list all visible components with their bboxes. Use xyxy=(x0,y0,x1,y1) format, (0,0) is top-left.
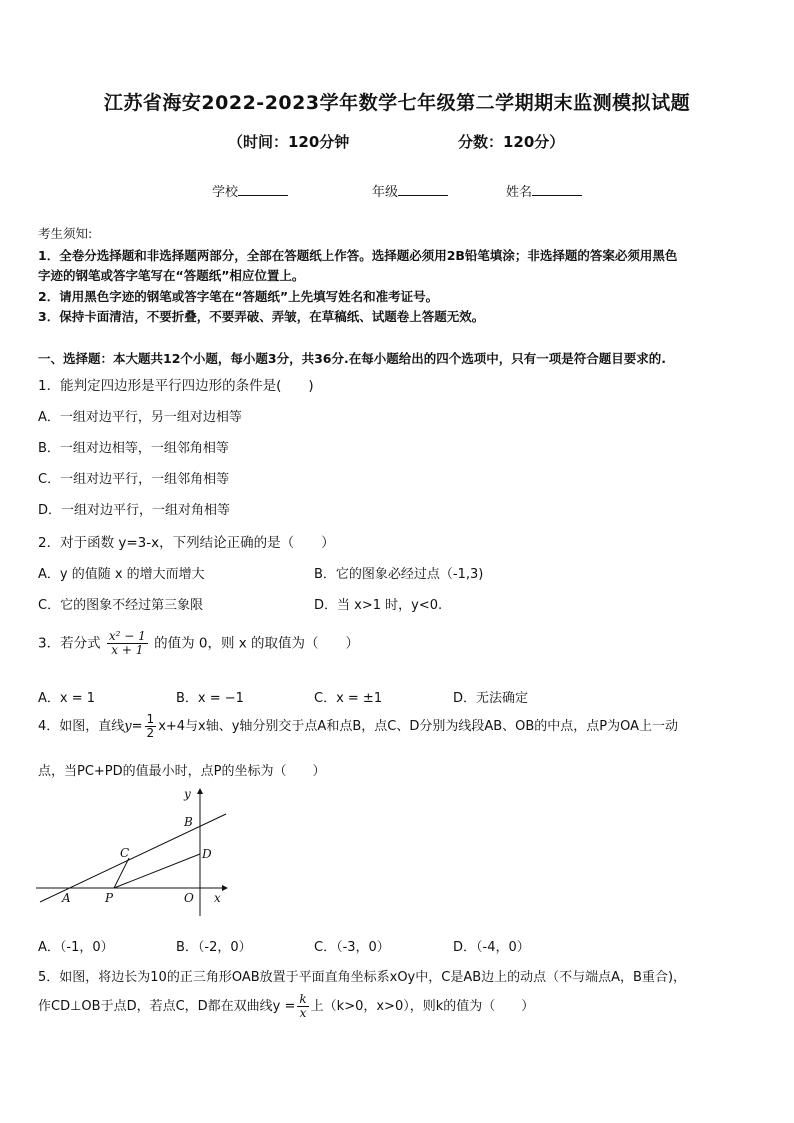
label-p: P xyxy=(105,891,114,905)
question-2-option-a: A．y 的值随 x 的增大而增大 xyxy=(38,567,205,582)
question-4-fraction-numerator: 1 xyxy=(146,712,155,726)
question-3-fraction xyxy=(107,630,148,657)
question-4-option-a: A．（-1，0） xyxy=(38,940,114,955)
label-y: y xyxy=(184,787,191,801)
x-axis-arrow xyxy=(222,885,228,891)
question-1-option-a: A．一组对边平行，另一组对边相等 xyxy=(38,410,242,425)
question-4-line-2: 点，当PC+PD的值最小时，点P的坐标为（ ） xyxy=(38,764,326,779)
question-4-fraction xyxy=(145,713,157,740)
notice-item: 1．全卷分选择题和非选择题两部分，全部在答题纸上作答。选择题必须用2B铅笔填涂；非选择题的答案必须用黑色 xyxy=(38,248,678,263)
school-label: 学校 xyxy=(212,185,239,200)
question-4-option-d: D．（-4，0） xyxy=(453,940,530,955)
question-5-prefix: 作CD⊥OB于点D，若点C，D都在双曲线y = xyxy=(38,999,296,1015)
label-o: O xyxy=(184,891,194,905)
question-3-option-a: A．x = 1 xyxy=(38,691,96,706)
question-3-fraction-denominator: x + 1 xyxy=(111,643,144,658)
grade-field xyxy=(372,181,448,200)
notice-item: 2．请用黑色字迹的钢笔或答字笔在“答题纸”上先填写姓名和准考证号。 xyxy=(38,289,439,304)
question-4-option-b: B．（-2，0） xyxy=(176,940,252,955)
question-1-option-d: D．一组对边平行，一组对角相等 xyxy=(38,503,231,518)
question-4-y: y xyxy=(124,719,132,735)
notice-heading: 考生须知: xyxy=(38,226,93,241)
notice-item: 3．保持卡面清洁，不要折叠，不要弄破、弄皱，在草稿纸、试题卷上答题无效。 xyxy=(38,309,485,324)
question-4-option-c: C．（-3，0） xyxy=(314,940,390,955)
question-2-option-b: B．它的图象必经过点（-1,3) xyxy=(314,567,484,582)
question-4-stem xyxy=(38,713,678,740)
label-x: x xyxy=(214,891,221,905)
exam-time: （时间：120分钟 xyxy=(228,133,350,151)
name-label: 姓名 xyxy=(506,185,533,200)
question-5-line-1: 5．如图，将边长为10的正三角形OAB放置于平面直角坐标系xOy中，C是AB边上的动点（不与端点A，B重合)， xyxy=(38,970,687,985)
y-axis-arrow xyxy=(197,788,203,794)
question-2-stem: 2．对于函数 y=3-x，下列结论正确的是（ ） xyxy=(38,535,335,551)
name-field xyxy=(506,181,582,200)
notice-item: 字迹的钢笔或答字笔写在“答题纸”相应位置上。 xyxy=(38,268,305,283)
question-3-option-d: D．无法确定 xyxy=(453,691,529,706)
question-5-line-2 xyxy=(38,993,534,1020)
label-c: C xyxy=(120,846,130,860)
grade-blank[interactable] xyxy=(398,183,448,196)
line-ab xyxy=(40,814,226,902)
question-3-stem xyxy=(38,630,359,657)
segment-cp xyxy=(114,858,129,888)
question-5-fraction-denominator: x xyxy=(299,1006,307,1021)
question-3-suffix: 的值为 0，则 x 的取值为（ ） xyxy=(154,635,360,652)
question-1-option-b: B．一组对边相等，一组邻角相等 xyxy=(38,441,229,456)
exam-title: 江苏省海安2022-2023学年数学七年级第二学期期末监测模拟试题 xyxy=(103,92,691,114)
question-1-stem: 1．能判定四边形是平行四边形的条件是( ) xyxy=(38,378,314,394)
name-blank[interactable] xyxy=(532,183,582,196)
question-3-option-b: B．x = −1 xyxy=(176,691,244,706)
question-5-fraction-numerator: k xyxy=(299,992,307,1006)
question-4-after-fraction: x+4与x轴、y轴分别交于点A和点B，点C、D分别为线段AB、OB的中点，点P为OA上一动 xyxy=(158,719,679,735)
question-1-option-c: C．一组对边平行，一组邻角相等 xyxy=(38,472,230,487)
question-2-option-d: D．当 x>1 时，y<0. xyxy=(314,598,443,613)
question-3-fraction-numerator: x² − 1 xyxy=(108,629,146,643)
question-2-option-c: C．它的图象不经过第三象限 xyxy=(38,598,204,613)
school-blank[interactable] xyxy=(238,183,288,196)
question-3-prefix: 3．若分式 xyxy=(38,635,101,652)
label-b: B xyxy=(184,815,193,829)
question-5-fraction xyxy=(297,993,308,1020)
label-a: A xyxy=(62,891,71,905)
grade-label: 年级 xyxy=(372,185,399,200)
label-d: D xyxy=(202,847,212,861)
question-4-eq: = xyxy=(131,719,143,735)
question-3-option-c: C．x = ±1 xyxy=(314,691,383,706)
exam-score: 分数：120分） xyxy=(458,133,565,151)
question-5-suffix: 上（k>0，x>0），则k的值为（ ） xyxy=(310,999,535,1015)
question-4-fraction-denominator: 2 xyxy=(146,726,155,741)
question-4-prefix: 4．如图，直线 xyxy=(38,719,125,735)
question-4-figure xyxy=(34,784,234,924)
section-heading: 一、选择题：本大题共12个小题，每小题3分，共36分.在每小题给出的四个选项中，只有一项是符合题目要求的. xyxy=(38,351,666,366)
school-field xyxy=(212,181,288,200)
